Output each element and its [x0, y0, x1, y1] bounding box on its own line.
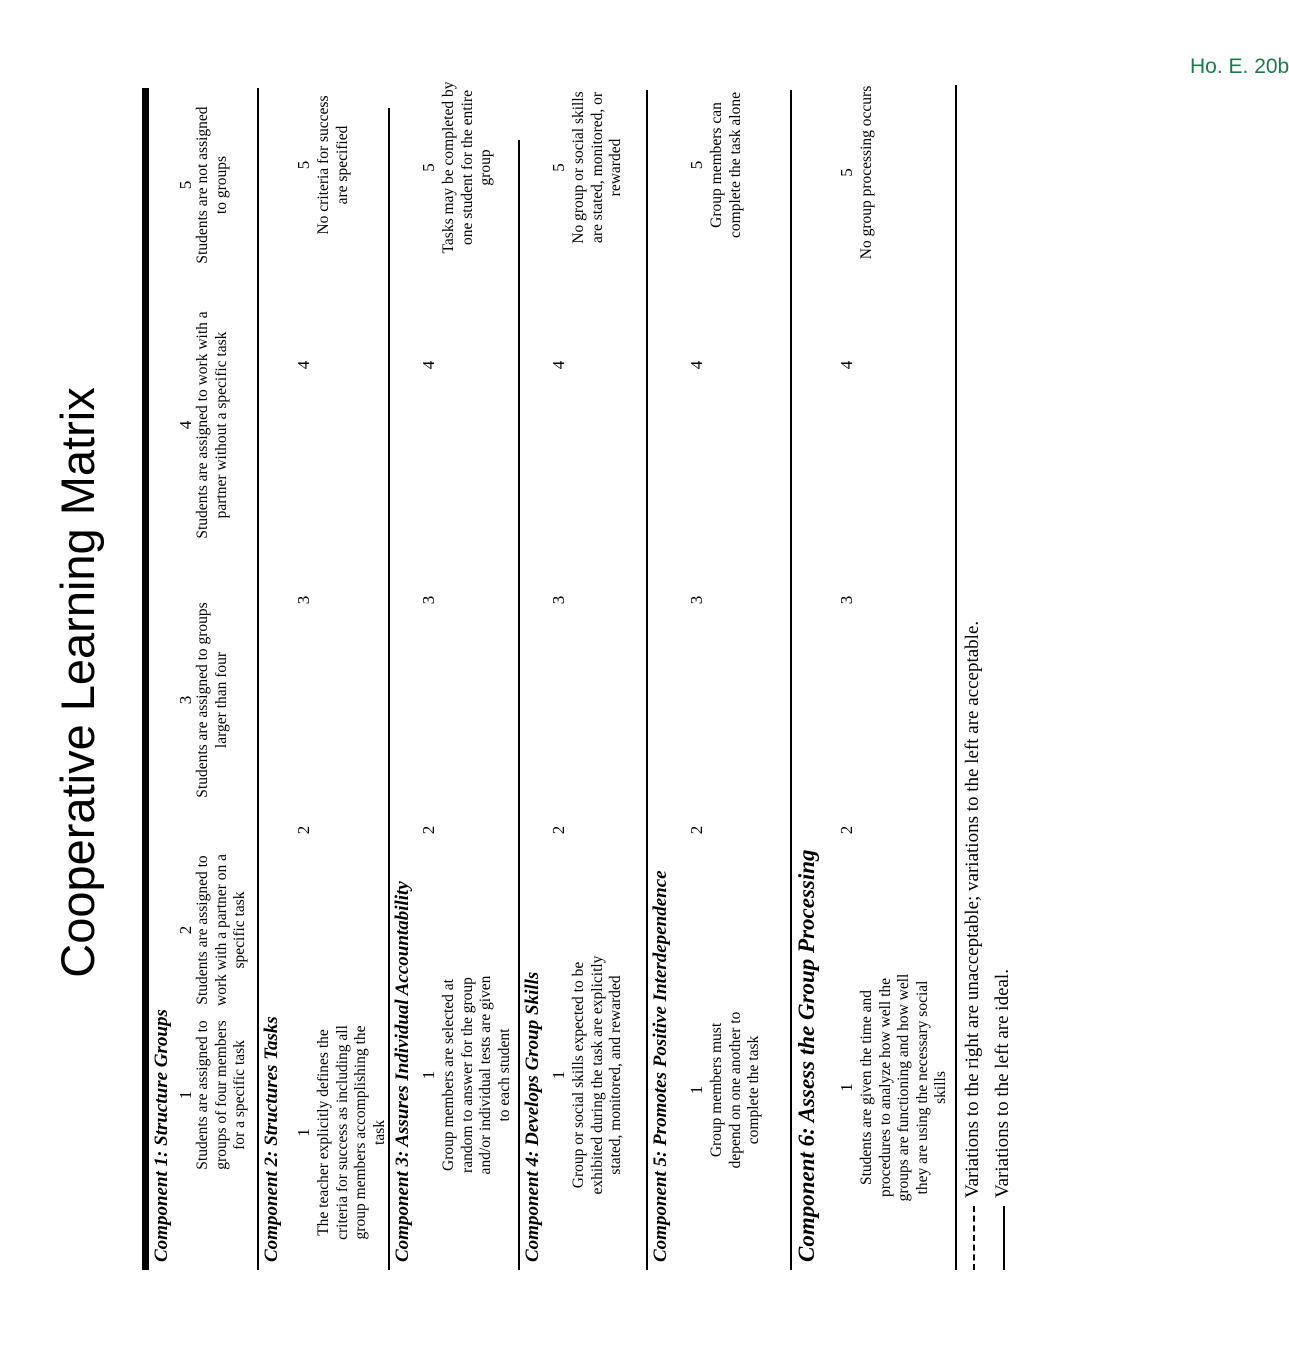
scale-number: 2: [294, 825, 313, 835]
cell-text: Students are given the time and procedures to analyze how well the groups are functioning and how well they are using the necessary social skills: [858, 973, 949, 1202]
scale-number: 1: [549, 1070, 568, 1080]
cell-text: Students are assigned to work with a partner without a specific task: [194, 311, 230, 539]
component-title: Component 3: Assures Individual Accountability: [392, 881, 413, 1262]
solid-line-icon: [1003, 1206, 1005, 1270]
legend-solid-text: Variations to the left are ideal.: [992, 969, 1013, 1198]
scale-number: 4: [549, 360, 568, 370]
scale-number: 5: [549, 163, 568, 172]
scale-number: 3: [419, 595, 438, 605]
component-title: Component 2: Structures Tasks: [261, 1016, 282, 1262]
scale-number: 1: [687, 1085, 706, 1095]
cell-text: Students are assigned to work with a partner on a specific task: [194, 854, 248, 1006]
scale-number: 2: [549, 825, 568, 835]
scale-number: 4: [837, 360, 856, 370]
scale-number: 3: [687, 595, 706, 605]
scale-number: 2: [419, 825, 438, 835]
component-title: Component 5: Promotes Positive Interdependence: [650, 870, 671, 1262]
cell-text: Tasks may be completed by one student for the entire group: [440, 81, 494, 254]
cell-text: The teacher explicitly defines the criteria for success as including all group members accomplishing the task: [315, 1025, 388, 1240]
scale-number: 3: [176, 695, 195, 705]
scale-number: 1: [294, 1128, 313, 1137]
cell-text: No group or social skills are stated, monitored, or rewarded: [570, 91, 624, 244]
scale-number: 1: [419, 1070, 438, 1080]
component-row-6: [792, 85, 957, 1270]
cell-text: Group members are selected at random to answer for the group and/or individual tests are given to each student: [440, 975, 513, 1175]
scale-number: 5: [837, 168, 856, 177]
scale-number: 3: [837, 595, 856, 605]
scale-number: 1: [176, 1090, 195, 1100]
scale-number: 4: [687, 360, 706, 370]
scale-number: 5: [294, 160, 313, 170]
scale-number: 2: [687, 825, 706, 835]
scale-number: 4: [294, 360, 313, 370]
legend-solid: [992, 969, 1014, 1270]
top-rule: [142, 88, 149, 1270]
scale-number: 1: [837, 1083, 856, 1092]
cell-text: Students are not assigned to groups: [194, 106, 230, 264]
cell-text: Group members can complete the task alone: [708, 92, 744, 238]
component-row-5: [648, 90, 792, 1270]
component-row-3: [390, 81, 520, 1270]
cell-text: Students are assigned to groups larger than four: [194, 602, 230, 798]
scale-number: 2: [176, 925, 195, 935]
scale-number: 5: [176, 180, 195, 190]
legend-dashed: [962, 621, 984, 1270]
page-title: Cooperative Learning Matrix: [51, 387, 104, 978]
cell-text: No group processing occurs: [858, 85, 875, 260]
cell-text: Students are assigned to groups of four members for a specific task: [194, 1020, 248, 1170]
component-title: Component 6: Assess the Group Processing: [794, 849, 819, 1262]
scale-number: 2: [837, 825, 856, 835]
scale-number: 5: [687, 160, 706, 170]
scale-number: 4: [419, 360, 438, 370]
cell-text: Group members must depend on one another to complete the task: [708, 1011, 762, 1169]
component-title: Component 1: Structure Groups: [151, 1009, 172, 1262]
legend-dashed-text: Variations to the right are unacceptable; variations to the left are acceptable.: [962, 620, 983, 1198]
component-row-2: [259, 95, 390, 1270]
cell-text: Group or social skills expected to be exhibited during the task are explicitly stated, monitored, and rewarded: [570, 955, 624, 1195]
cell-text: No criteria for success are specified: [315, 95, 351, 235]
scale-number: 4: [176, 420, 195, 430]
scale-number: 3: [294, 595, 313, 605]
component-title: Component 4: Develops Group Skills: [522, 971, 543, 1262]
component-row-4: [520, 90, 648, 1270]
scale-number: 3: [549, 595, 568, 605]
component-row-1: [149, 88, 259, 1270]
dashed-line-icon: [973, 1206, 975, 1270]
scale-number: 5: [419, 163, 438, 172]
handout-id: Ho. E. 20b: [1190, 55, 1289, 78]
